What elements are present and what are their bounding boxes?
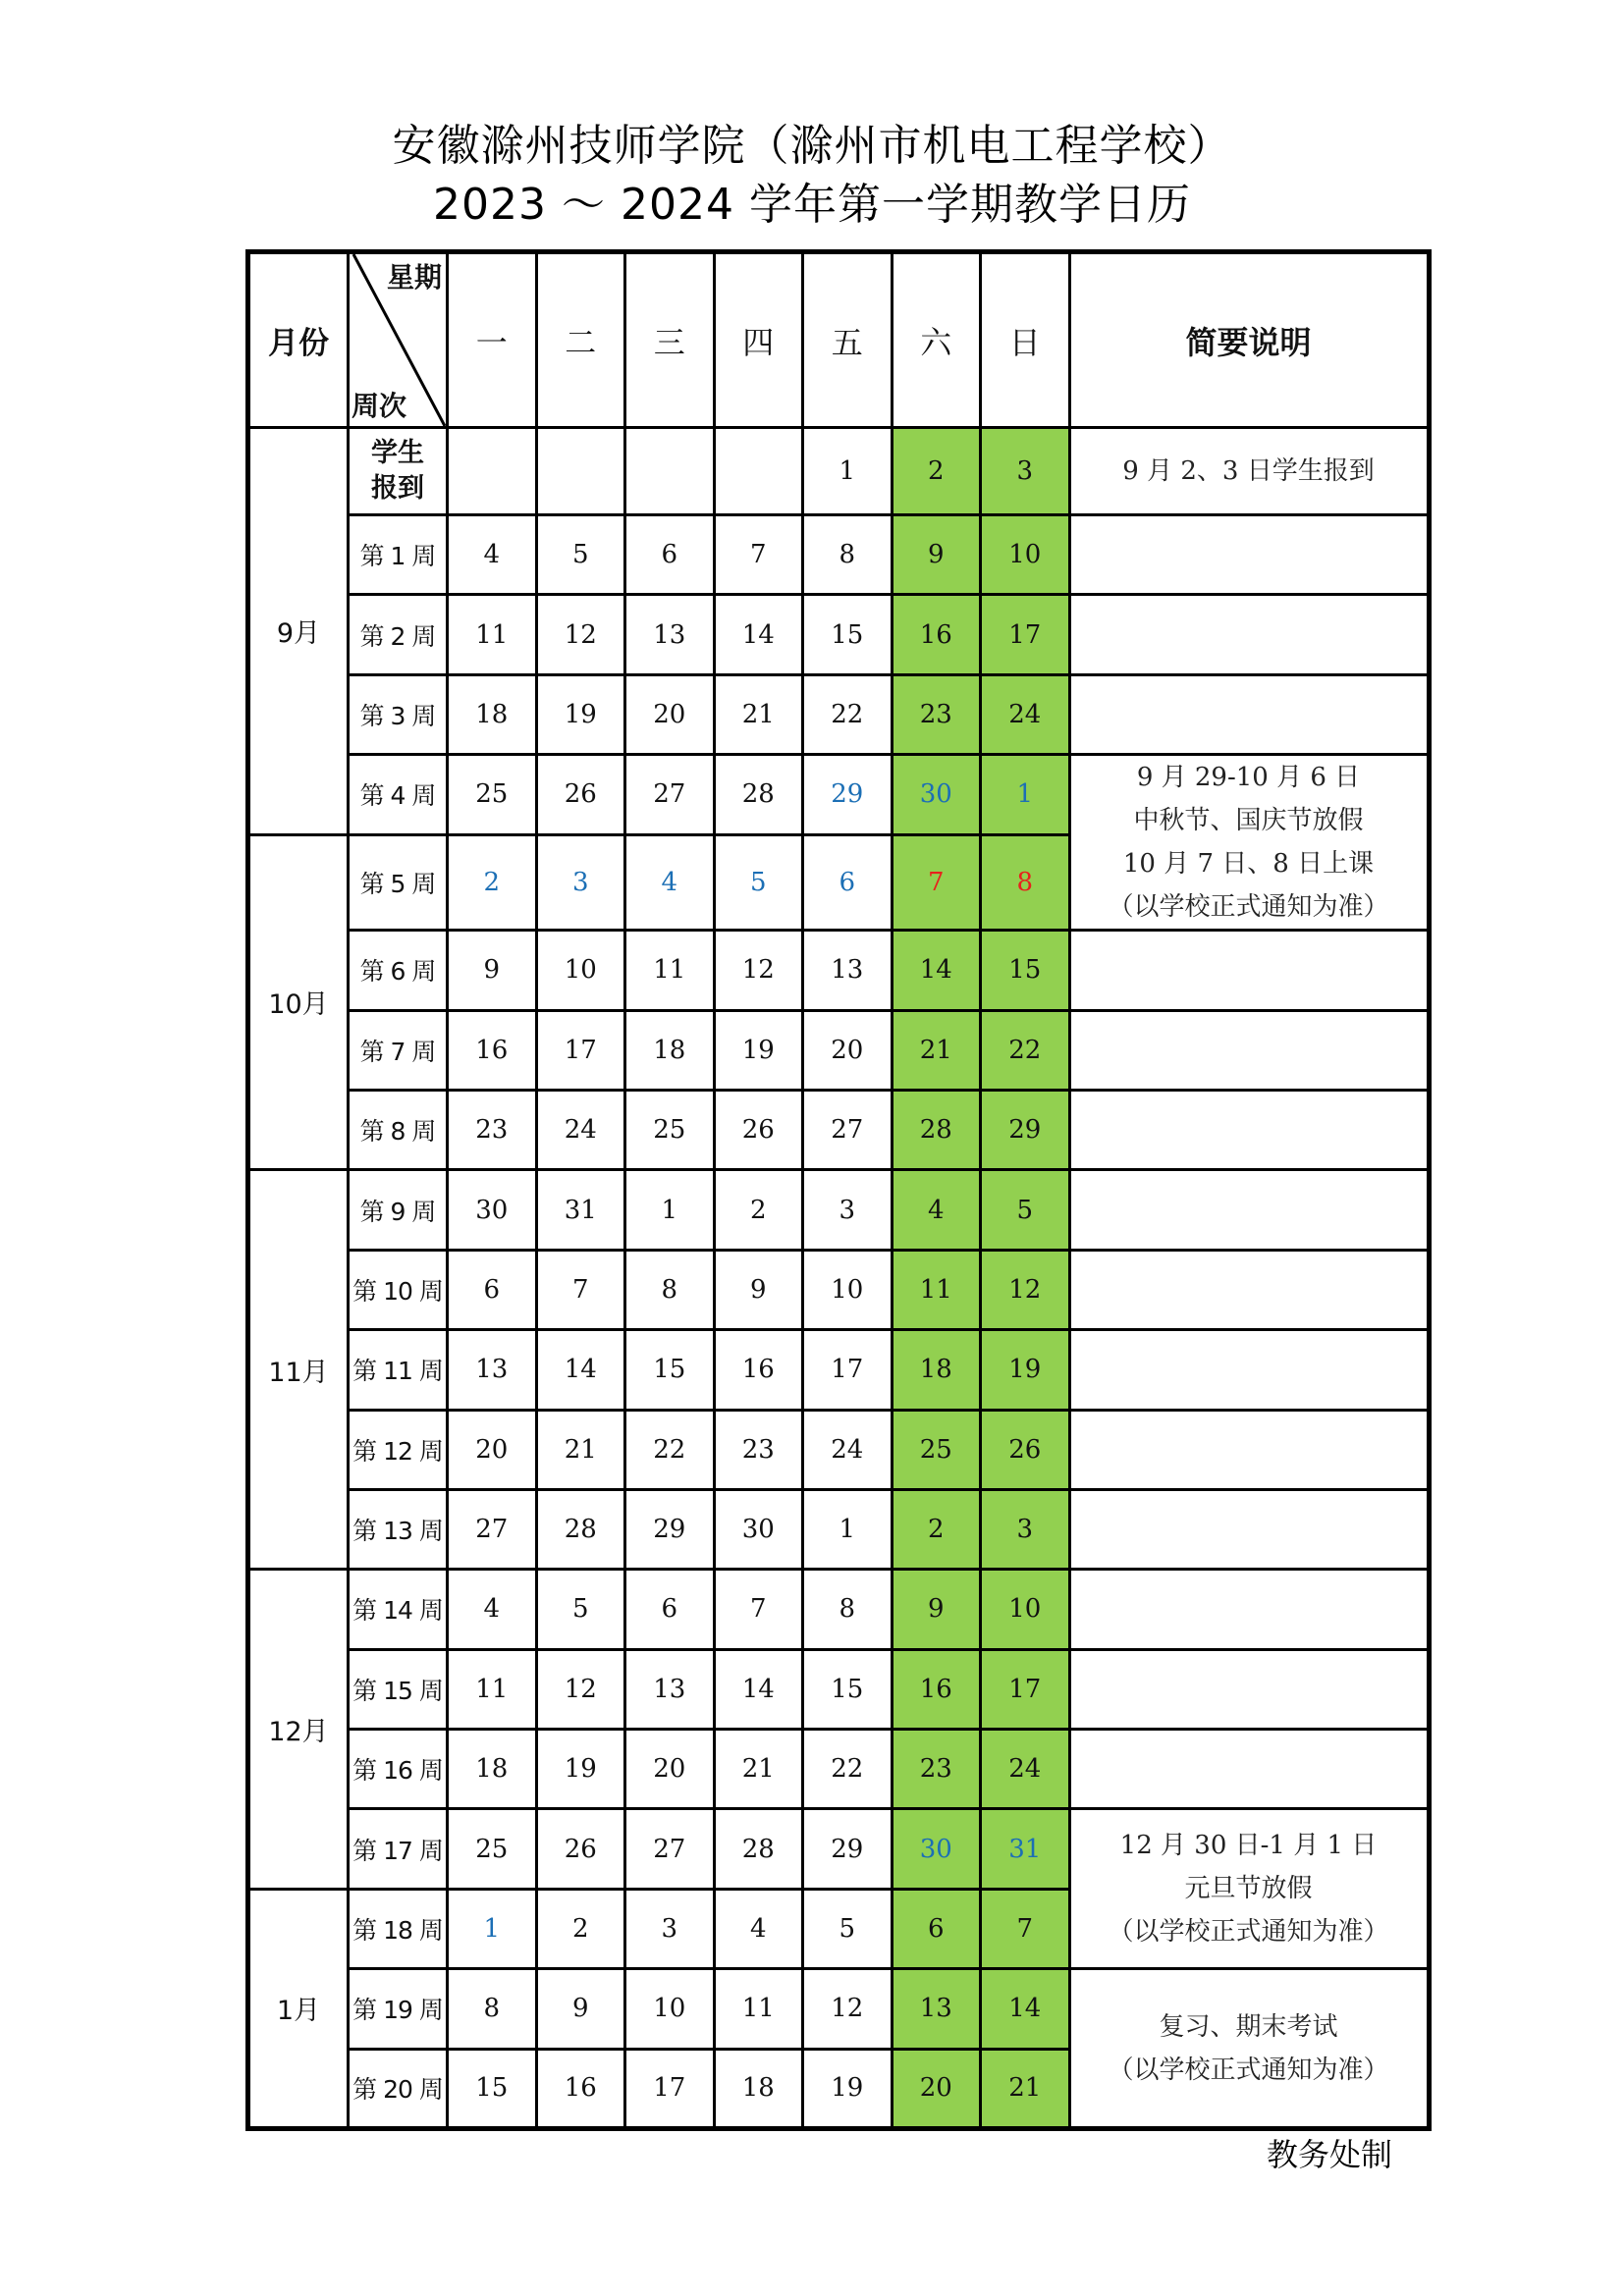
day-cell: 12 bbox=[536, 1649, 625, 1729]
day-cell: 26 bbox=[536, 1809, 625, 1889]
week-label: 第 1 周 bbox=[349, 515, 448, 595]
day-cell: 13 bbox=[625, 595, 715, 674]
week-label: 第 15 周 bbox=[349, 1649, 448, 1729]
note-line: 元旦节放假 bbox=[1184, 1874, 1313, 1904]
day-cell: 3 bbox=[803, 1170, 893, 1250]
day-cell: 18 bbox=[892, 1330, 981, 1410]
note-cell bbox=[1069, 1330, 1429, 1410]
week-label: 第 2 周 bbox=[349, 595, 448, 674]
document-subtitle: 2023 ～ 2024 学年第一学期教学日历 bbox=[433, 180, 1191, 230]
day-cell: 13 bbox=[892, 1969, 981, 2049]
week-row bbox=[248, 1730, 1430, 1809]
week-label: 第 17 周 bbox=[349, 1809, 448, 1889]
week-label: 第 18 周 bbox=[349, 1889, 448, 1968]
day-cell: 6 bbox=[892, 1889, 981, 1968]
day-cell: 17 bbox=[981, 1649, 1070, 1729]
day-cell: 4 bbox=[892, 1170, 981, 1250]
note-line: 10 月 7 日、8 日上课 bbox=[1122, 849, 1375, 880]
day-cell: 30 bbox=[892, 755, 981, 834]
week-label: 第 14 周 bbox=[349, 1570, 448, 1649]
day-cell: 12 bbox=[536, 595, 625, 674]
note-line: （以学校正式通知为准） bbox=[1108, 892, 1389, 923]
day-cell: 30 bbox=[892, 1809, 981, 1889]
day-cell: 7 bbox=[714, 1570, 803, 1649]
day-cell: 26 bbox=[981, 1410, 1070, 1489]
day-cell: 5 bbox=[536, 515, 625, 595]
week-label: 第 10 周 bbox=[349, 1250, 448, 1329]
day-cell: 3 bbox=[981, 1489, 1070, 1569]
day-cell: 28 bbox=[714, 755, 803, 834]
month-cell: 9月 bbox=[248, 428, 349, 835]
week-label: 第 8 周 bbox=[349, 1090, 448, 1169]
note-cell bbox=[1069, 1649, 1429, 1729]
day-cell: 29 bbox=[981, 1090, 1070, 1169]
day-cell: 3 bbox=[625, 1889, 715, 1968]
week-row bbox=[248, 755, 1430, 834]
week-label: 第 5 周 bbox=[349, 834, 448, 931]
day-cell: 19 bbox=[803, 2049, 893, 2128]
header-day: 六 bbox=[892, 252, 981, 428]
document-title: 安徽滁州技师学院（滁州市机电工程学校） bbox=[392, 121, 1232, 171]
day-cell: 9 bbox=[892, 515, 981, 595]
day-cell: 1 bbox=[625, 1170, 715, 1250]
registration-label-line: 报到 bbox=[371, 473, 424, 504]
week-row bbox=[248, 1969, 1430, 2049]
day-cell: 11 bbox=[448, 1649, 537, 1729]
day-cell: 5 bbox=[714, 834, 803, 931]
day-cell bbox=[536, 428, 625, 515]
week-row bbox=[248, 1649, 1430, 1729]
day-cell: 30 bbox=[448, 1170, 537, 1250]
day-cell: 23 bbox=[714, 1410, 803, 1489]
day-cell: 29 bbox=[803, 755, 893, 834]
day-cell: 19 bbox=[536, 1730, 625, 1809]
week-row bbox=[248, 1170, 1430, 1250]
day-cell: 2 bbox=[892, 428, 981, 515]
day-cell: 26 bbox=[536, 755, 625, 834]
day-cell: 14 bbox=[714, 595, 803, 674]
day-cell: 17 bbox=[981, 595, 1070, 674]
day-cell: 25 bbox=[892, 1410, 981, 1489]
day-cell: 21 bbox=[714, 674, 803, 754]
day-cell: 16 bbox=[714, 1330, 803, 1410]
header-diagonal-cell bbox=[349, 252, 448, 428]
day-cell bbox=[625, 428, 715, 515]
week-label: 第 4 周 bbox=[349, 755, 448, 834]
day-cell: 6 bbox=[803, 834, 893, 931]
day-cell: 19 bbox=[536, 674, 625, 754]
day-cell: 26 bbox=[714, 1090, 803, 1169]
day-cell: 21 bbox=[536, 1410, 625, 1489]
day-cell: 6 bbox=[448, 1250, 537, 1329]
day-cell: 17 bbox=[803, 1330, 893, 1410]
day-cell: 11 bbox=[625, 931, 715, 1010]
day-cell: 27 bbox=[625, 755, 715, 834]
day-cell: 18 bbox=[448, 674, 537, 754]
day-cell: 17 bbox=[536, 1010, 625, 1090]
week-row bbox=[248, 674, 1430, 754]
day-cell: 7 bbox=[981, 1889, 1070, 1968]
week-row bbox=[248, 1489, 1430, 1569]
day-cell: 4 bbox=[448, 1570, 537, 1649]
day-cell: 9 bbox=[448, 931, 537, 1010]
day-cell: 7 bbox=[714, 515, 803, 595]
day-cell: 21 bbox=[892, 1010, 981, 1090]
week-row bbox=[248, 595, 1430, 674]
header-notes: 简要说明 bbox=[1069, 252, 1429, 428]
day-cell: 31 bbox=[536, 1170, 625, 1250]
day-cell: 25 bbox=[625, 1090, 715, 1169]
week-label: 第 9 周 bbox=[349, 1170, 448, 1250]
day-cell: 19 bbox=[981, 1330, 1070, 1410]
note-cell bbox=[1069, 1090, 1429, 1169]
day-cell: 20 bbox=[448, 1410, 537, 1489]
day-cell: 14 bbox=[892, 931, 981, 1010]
day-cell: 9 bbox=[714, 1250, 803, 1329]
day-cell: 4 bbox=[625, 834, 715, 931]
note-cell bbox=[1069, 595, 1429, 674]
header-day: 五 bbox=[803, 252, 893, 428]
day-cell: 20 bbox=[625, 1730, 715, 1809]
day-cell: 8 bbox=[448, 1969, 537, 2049]
day-cell: 1 bbox=[448, 1889, 537, 1968]
day-cell: 10 bbox=[803, 1250, 893, 1329]
note-cell bbox=[1069, 1170, 1429, 1250]
week-row bbox=[248, 1250, 1430, 1329]
week-label: 第 16 周 bbox=[349, 1730, 448, 1809]
note-cell bbox=[1069, 428, 1429, 515]
registration-row bbox=[248, 428, 1430, 515]
day-cell: 22 bbox=[803, 674, 893, 754]
day-cell: 10 bbox=[625, 1969, 715, 2049]
week-row bbox=[248, 931, 1430, 1010]
header-day: 四 bbox=[714, 252, 803, 428]
header-day: 二 bbox=[536, 252, 625, 428]
day-cell: 23 bbox=[892, 674, 981, 754]
day-cell: 24 bbox=[536, 1090, 625, 1169]
day-cell: 27 bbox=[625, 1809, 715, 1889]
note-line: （以学校正式通知为准） bbox=[1108, 2055, 1389, 2085]
month-cell: 11月 bbox=[248, 1170, 349, 1570]
day-cell: 1 bbox=[803, 428, 893, 515]
day-cell: 23 bbox=[448, 1090, 537, 1169]
day-cell bbox=[714, 428, 803, 515]
day-cell: 20 bbox=[625, 674, 715, 754]
day-cell: 7 bbox=[892, 834, 981, 931]
day-cell: 10 bbox=[981, 1570, 1070, 1649]
day-cell: 29 bbox=[625, 1489, 715, 1569]
day-cell: 5 bbox=[536, 1570, 625, 1649]
day-cell: 5 bbox=[803, 1889, 893, 1968]
day-cell: 31 bbox=[981, 1809, 1070, 1889]
week-label: 第 6 周 bbox=[349, 931, 448, 1010]
day-cell: 10 bbox=[981, 515, 1070, 595]
day-cell: 15 bbox=[981, 931, 1070, 1010]
day-cell: 15 bbox=[625, 1330, 715, 1410]
day-cell bbox=[448, 428, 537, 515]
month-cell: 1月 bbox=[248, 1889, 349, 2128]
footer-issuer: 教务处制 bbox=[1267, 2136, 1393, 2173]
day-cell: 2 bbox=[536, 1889, 625, 1968]
day-cell: 20 bbox=[892, 2049, 981, 2128]
note-cell bbox=[1069, 1570, 1429, 1649]
teaching-calendar-table bbox=[245, 249, 1432, 2131]
week-row bbox=[248, 1570, 1430, 1649]
day-cell: 15 bbox=[803, 1649, 893, 1729]
week-label: 第 12 周 bbox=[349, 1410, 448, 1489]
day-cell: 24 bbox=[981, 1730, 1070, 1809]
day-cell: 18 bbox=[714, 2049, 803, 2128]
note-line: 复习、期末考试 bbox=[1159, 2011, 1338, 2042]
month-cell: 10月 bbox=[248, 834, 349, 1170]
day-cell: 13 bbox=[625, 1649, 715, 1729]
day-cell: 2 bbox=[714, 1170, 803, 1250]
note-line: 中秋节、国庆节放假 bbox=[1133, 806, 1364, 836]
day-cell: 3 bbox=[981, 428, 1070, 515]
day-cell: 27 bbox=[448, 1489, 537, 1569]
header-day: 三 bbox=[625, 252, 715, 428]
day-cell: 4 bbox=[448, 515, 537, 595]
week-row bbox=[248, 1090, 1430, 1169]
day-cell: 15 bbox=[448, 2049, 537, 2128]
note-cell bbox=[1069, 1410, 1429, 1489]
day-cell: 8 bbox=[803, 1570, 893, 1649]
week-label: 第 11 周 bbox=[349, 1330, 448, 1410]
day-cell: 11 bbox=[892, 1250, 981, 1329]
day-cell: 2 bbox=[892, 1489, 981, 1569]
note-cell bbox=[1069, 1809, 1429, 1969]
day-cell: 29 bbox=[803, 1809, 893, 1889]
day-cell: 27 bbox=[803, 1090, 893, 1169]
day-cell: 16 bbox=[892, 595, 981, 674]
note-cell bbox=[1069, 1969, 1429, 2129]
day-cell: 20 bbox=[803, 1010, 893, 1090]
day-cell: 16 bbox=[448, 1010, 537, 1090]
week-row bbox=[248, 1809, 1430, 1889]
day-cell: 8 bbox=[625, 1250, 715, 1329]
day-cell: 19 bbox=[714, 1010, 803, 1090]
day-cell: 18 bbox=[448, 1730, 537, 1809]
note-cell bbox=[1069, 1010, 1429, 1090]
day-cell: 2 bbox=[448, 834, 537, 931]
header-weekday-label: 星期 bbox=[386, 261, 442, 294]
day-cell: 3 bbox=[536, 834, 625, 931]
week-label: 第 7 周 bbox=[349, 1010, 448, 1090]
day-cell: 8 bbox=[981, 834, 1070, 931]
day-cell: 21 bbox=[714, 1730, 803, 1809]
day-cell: 28 bbox=[536, 1489, 625, 1569]
day-cell: 1 bbox=[981, 755, 1070, 834]
day-cell: 1 bbox=[803, 1489, 893, 1569]
day-cell: 28 bbox=[892, 1090, 981, 1169]
note-cell bbox=[1069, 1250, 1429, 1329]
day-cell: 12 bbox=[714, 931, 803, 1010]
day-cell: 11 bbox=[714, 1969, 803, 2049]
day-cell: 13 bbox=[803, 931, 893, 1010]
week-row bbox=[248, 1010, 1430, 1090]
day-cell: 14 bbox=[714, 1649, 803, 1729]
day-cell: 10 bbox=[536, 931, 625, 1010]
week-label: 第 3 周 bbox=[349, 674, 448, 754]
day-cell: 12 bbox=[803, 1969, 893, 2049]
week-label: 第 13 周 bbox=[349, 1489, 448, 1569]
day-cell: 21 bbox=[981, 2049, 1070, 2128]
note-cell bbox=[1069, 1489, 1429, 1569]
day-cell: 30 bbox=[714, 1489, 803, 1569]
day-cell: 24 bbox=[981, 674, 1070, 754]
note-cell bbox=[1069, 515, 1429, 595]
day-cell: 22 bbox=[981, 1010, 1070, 1090]
week-label: 第 19 周 bbox=[349, 1969, 448, 2049]
day-cell: 15 bbox=[803, 595, 893, 674]
day-cell: 8 bbox=[803, 515, 893, 595]
week-row bbox=[248, 1410, 1430, 1489]
note-cell bbox=[1069, 755, 1429, 931]
day-cell: 25 bbox=[448, 755, 537, 834]
header-month: 月份 bbox=[248, 252, 349, 428]
day-cell: 5 bbox=[981, 1170, 1070, 1250]
month-cell: 12月 bbox=[248, 1570, 349, 1890]
registration-label-line: 学生 bbox=[371, 438, 424, 468]
day-cell: 16 bbox=[892, 1649, 981, 1729]
week-label: 第 20 周 bbox=[349, 2049, 448, 2128]
note-cell bbox=[1069, 931, 1429, 1010]
note-line: 9 月 29-10 月 6 日 bbox=[1136, 763, 1361, 793]
day-cell: 7 bbox=[536, 1250, 625, 1329]
day-cell: 11 bbox=[448, 595, 537, 674]
note-line: 12 月 30 日-1 月 1 日 bbox=[1119, 1831, 1378, 1861]
header-row bbox=[248, 252, 1430, 428]
day-cell: 4 bbox=[714, 1889, 803, 1968]
day-cell: 22 bbox=[803, 1730, 893, 1809]
day-cell: 24 bbox=[803, 1410, 893, 1489]
day-cell: 14 bbox=[981, 1969, 1070, 2049]
day-cell: 9 bbox=[892, 1570, 981, 1649]
header-day: 一 bbox=[448, 252, 537, 428]
note-line: （以学校正式通知为准） bbox=[1108, 1917, 1389, 1948]
day-cell: 18 bbox=[625, 1010, 715, 1090]
day-cell: 22 bbox=[625, 1410, 715, 1489]
day-cell: 6 bbox=[625, 1570, 715, 1649]
header-day: 日 bbox=[981, 252, 1070, 428]
day-cell: 17 bbox=[625, 2049, 715, 2128]
note-text: 9 月 2、3 日学生报到 bbox=[1122, 456, 1375, 486]
week-row bbox=[248, 515, 1430, 595]
note-cell bbox=[1069, 674, 1429, 754]
header-week-label: 周次 bbox=[352, 390, 407, 422]
note-cell bbox=[1069, 1730, 1429, 1809]
week-row bbox=[248, 1330, 1430, 1410]
day-cell: 16 bbox=[536, 2049, 625, 2128]
day-cell: 9 bbox=[536, 1969, 625, 2049]
day-cell: 25 bbox=[448, 1809, 537, 1889]
day-cell: 23 bbox=[892, 1730, 981, 1809]
day-cell: 14 bbox=[536, 1330, 625, 1410]
day-cell: 6 bbox=[625, 515, 715, 595]
registration-label bbox=[349, 428, 448, 515]
day-cell: 13 bbox=[448, 1330, 537, 1410]
day-cell: 28 bbox=[714, 1809, 803, 1889]
day-cell: 12 bbox=[981, 1250, 1070, 1329]
